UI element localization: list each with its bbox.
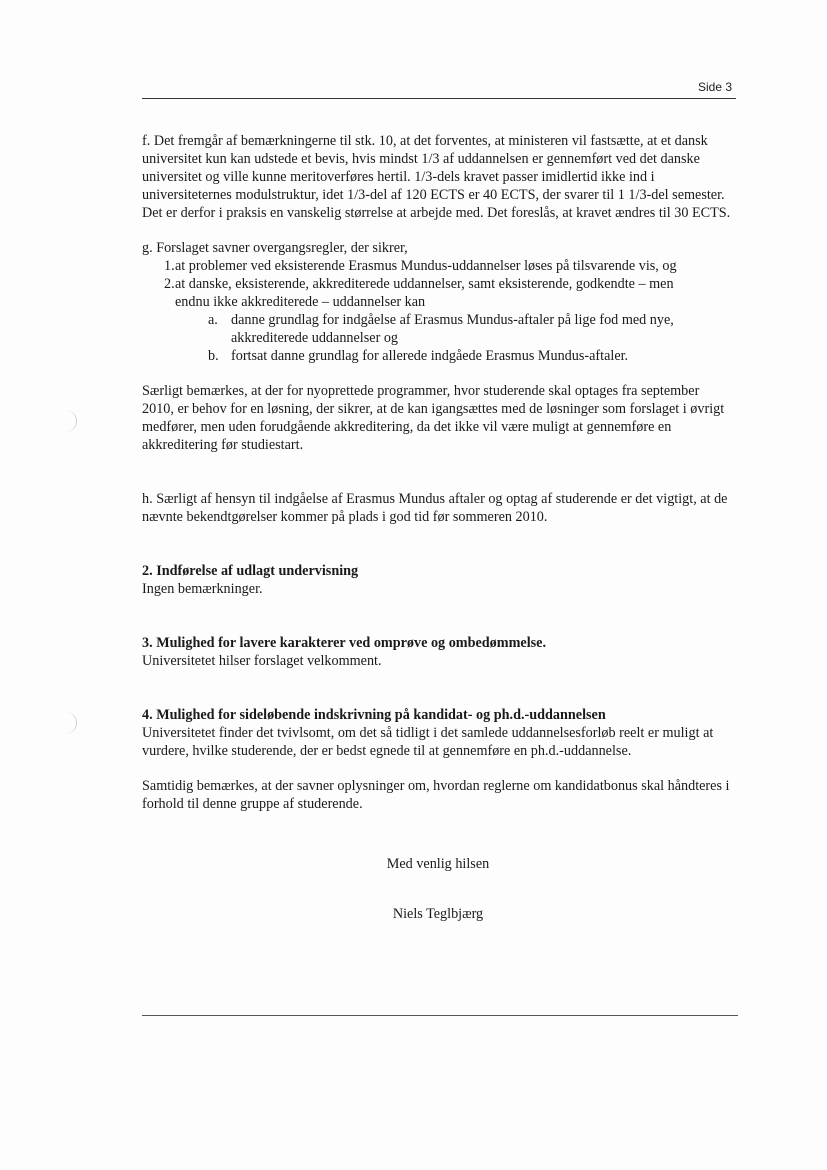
section-4-text-2: Samtidig bemærkes, at der savner oplysninger om, hvordan reglerne om kandidatbonus skal håndteres i forhold til denne gruppe af studerende.: [142, 778, 730, 812]
list-item: [208, 347, 734, 365]
section-g-list: [142, 257, 734, 365]
list-item-letter: b.: [208, 348, 219, 364]
section-2: [142, 562, 734, 598]
footer-rule: [142, 1015, 738, 1016]
section-h-paragraph: h. Særligt af hensyn til indgåelse af Erasmus Mundus aftaler og optag af studerende er det vigtigt, at de nævnte bekendtgørelser kommer på plads i god tid før sommeren 2010.: [142, 491, 728, 525]
section-4-text: Universitetet finder det tvivlsomt, om det så tidligt i det samlede uddannelsesforløb reelt er muligt at vurdere, hvilke studerende, der er bedst egnede til at gennemføre en ph.d.-uddannelse.: [142, 725, 714, 759]
section-g-intro: g. Forslaget savner overgangsregler, der sikrer,: [142, 240, 408, 256]
header-rule: [142, 98, 736, 99]
section-2-heading: 2. Indførelse af udlagt undervisning: [142, 563, 359, 579]
page-number: Side 3: [697, 80, 732, 94]
section-4-heading: 4. Mulighed for sideløbende indskrivning på kandidat- og ph.d.-uddannelsen: [142, 707, 606, 723]
list-item: [164, 257, 734, 275]
section-3-heading: 3. Mulighed for lavere karakterer ved omprøve og ombedømmelse.: [142, 635, 547, 651]
list-item: [208, 311, 734, 347]
list-item: [164, 275, 734, 293]
section-g-sublist: [164, 311, 734, 365]
list-item-number: 2.: [164, 276, 175, 292]
list-item-number: 1.: [164, 258, 175, 274]
list-item-continuation: endnu ikke akkrediterede – uddannelser kan: [175, 294, 426, 310]
closing-greeting: Med venlig hilsen: [386, 856, 490, 872]
signature-name: Niels Teglbjærg: [392, 906, 484, 922]
scan-hole-mark-top: [66, 410, 77, 432]
scan-hole-mark-bottom: [66, 712, 77, 734]
list-item-letter: a.: [208, 312, 218, 328]
section-g: [142, 239, 734, 365]
letter-body: [142, 132, 734, 813]
section-3: [142, 634, 734, 670]
list-item-text: danne grundlag for indgåelse af Erasmus Mundus-aftaler på lige fod med nye, akkrediterede uddannelser og: [231, 312, 674, 346]
section-2-text: Ingen bemærkninger.: [142, 581, 263, 597]
section-f-paragraph: f. Det fremgår af bemærkningerne til stk. 10, at det forventes, at ministeren vil fastsætte, at et dansk universitet kun kan udstede et bevis, hvis mindst 1/3 af uddannelsen er gennemført ved det danske universitet og ville kunne meritoverføres hertil. 1/3-dels kravet passer imidlertid ikke ind i universiteternes modulstruktur, idet 1/3-del af 120 ECTS er 40 ECTS, der svarer til 1 1/3-del semester. Det er derfor i praksis en vanskelig størrelse at arbejde med. Det foreslås, at kravet ændres til 30 ECTS.: [142, 133, 731, 221]
section-3-text: Universitetet hilser forslaget velkomment.: [142, 653, 382, 669]
section-4: [142, 706, 734, 813]
list-item-text: fortsat danne grundlag for allerede indgåede Erasmus Mundus-aftaler.: [231, 348, 629, 364]
list-item-text: at problemer ved eksisterende Erasmus Mundus-uddannelser løses på tilsvarende vis, og: [175, 258, 677, 274]
section-g-note: Særligt bemærkes, at der for nyoprettede programmer, hvor studerende skal optages fra september 2010, er behov for en løsning, der sikrer, at de kan igangsættes med de løsninger som forslaget i øvrigt medfører, men uden forudgående akkreditering, da det ikke vil være muligt at gennemføre en akkreditering før studiestart.: [142, 383, 725, 453]
list-item-text: at danske, eksisterende, akkrediterede uddannelser, samt eksisterende, godkendte – men: [175, 276, 674, 292]
